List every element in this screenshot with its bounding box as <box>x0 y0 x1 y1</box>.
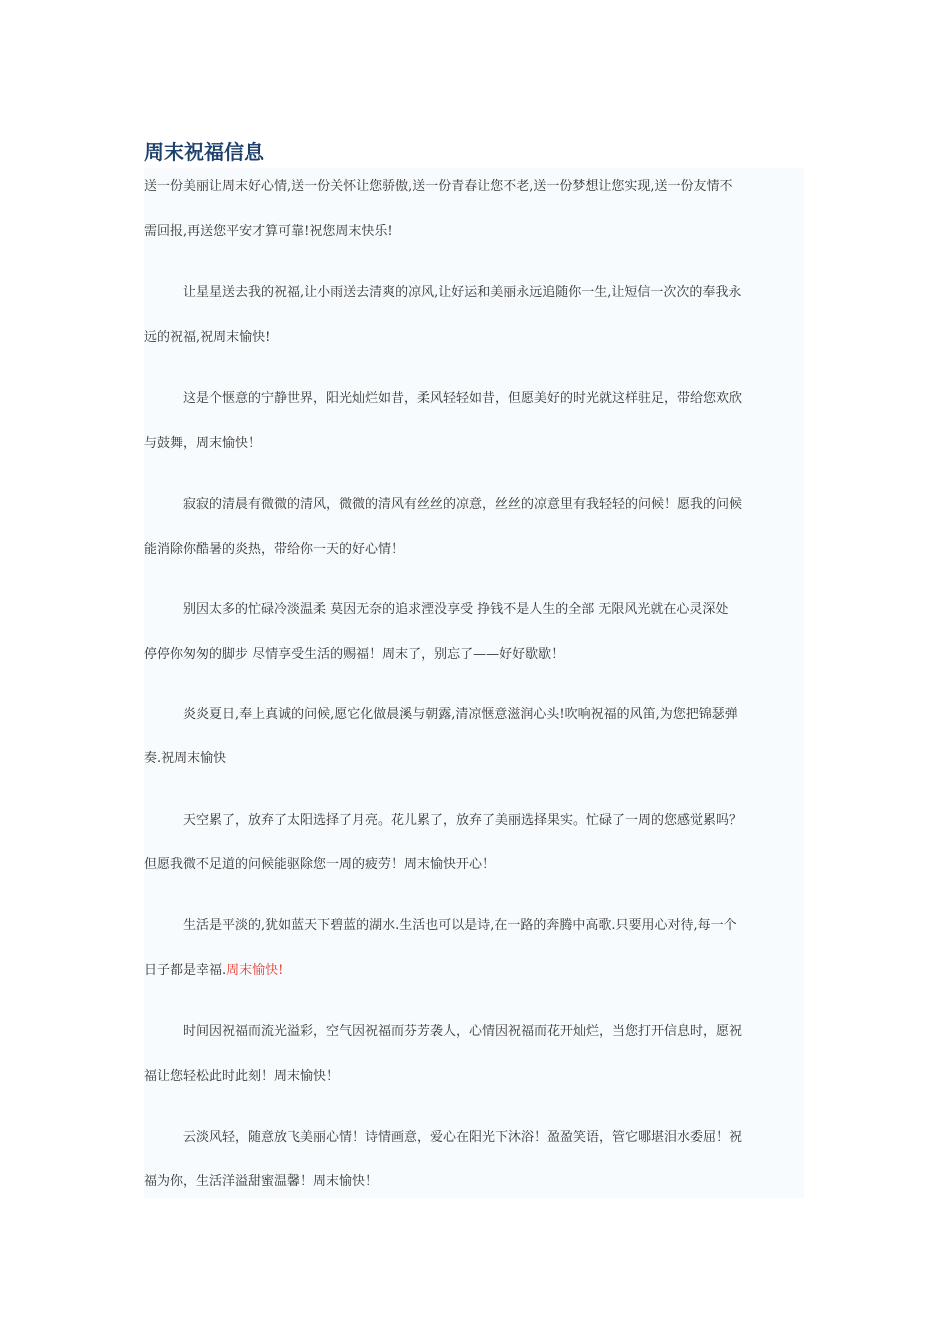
paragraph-9-line-1: 时间因祝福而流光溢彩，空气因祝福而芬芳袭人，心情因祝福而花开灿烂，当您打开信息时，愿祝 <box>183 1024 743 1039</box>
paragraph-8-line-2-text: 日子都是幸福. <box>144 963 227 978</box>
paragraph-2-line-1: 让星星送去我的祝福,让小雨送去清爽的凉风,让好运和美丽永远追随你一生,让短信一次次的奉我永 <box>183 285 742 300</box>
paragraph-7-line-2: 但愿我微不足道的问候能驱除您一周的疲劳！周末愉快开心！ <box>144 857 496 872</box>
paragraph-6-line-1: 炎炎夏日,奉上真诚的问候,愿它化做晨溪与朝露,清凉惬意滋润心头!吹响祝福的风笛,为您把锦瑟弹 <box>183 707 738 722</box>
paragraph-4-line-2: 能消除你酷暑的炎热，带给你一天的好心情！ <box>144 542 405 557</box>
paragraph-4-line-1: 寂寂的清晨有微微的清风，微微的清风有丝丝的凉意，丝丝的凉意里有我轻轻的问候！愿我的问候 <box>183 497 743 512</box>
paragraph-8-line-2 <box>144 963 804 979</box>
paragraph-3-line-1: 这是个惬意的宁静世界，阳光灿烂如昔，柔风轻轻如昔，但愿美好的时光就这样驻足，带给您欢欣 <box>183 391 743 406</box>
paragraph-5-line-2: 停停你匆匆的脚步 尽情享受生活的赐福！周末了，别忘了——好好歇歇！ <box>144 647 565 662</box>
paragraph-9-line-2: 福让您轻松此时此刻！周末愉快！ <box>144 1069 340 1084</box>
paragraph-1-line-2: 需回报,再送您平安才算可靠!祝您周末快乐! <box>144 224 393 239</box>
paragraph-10-line-2: 福为你，生活洋溢甜蜜温馨！周末愉快！ <box>144 1174 379 1189</box>
paragraph-1-line-1: 送一份美丽让周末好心情,送一份关怀让您骄傲,送一份青春让您不老,送一份梦想让您实现,送一份友情不 <box>144 179 733 194</box>
paragraph-6-line-2: 奏.祝周末愉快 <box>144 751 227 766</box>
paragraph-8-line-1: 生活是平淡的,犹如蓝天下碧蓝的湖水.生活也可以是诗,在一路的奔腾中高歌.只要用心对待,每一个 <box>183 918 737 933</box>
content-background <box>144 168 804 1198</box>
highlight-text: 周末愉快! <box>226 963 284 978</box>
paragraph-7-line-1: 天空累了，放弃了太阳选择了月亮。花儿累了，放弃了美丽选择果实。忙碌了一周的您感觉累吗？ <box>183 813 743 828</box>
paragraph-10-line-1: 云淡风轻，随意放飞美丽心情！诗情画意，爱心在阳光下沐浴！盈盈笑语，管它哪堪泪水委屈！祝 <box>183 1130 743 1145</box>
paragraph-2-line-2: 远的祝福,祝周末愉快! <box>144 330 271 345</box>
paragraph-3-line-2: 与鼓舞，周末愉快！ <box>144 436 262 451</box>
paragraph-5-line-1: 别因太多的忙碌冷淡温柔 莫因无奈的追求湮没享受 挣钱不是人生的全部 无限风光就在心灵深处 <box>183 602 729 617</box>
page-title: 周末祝福信息 <box>144 140 264 164</box>
